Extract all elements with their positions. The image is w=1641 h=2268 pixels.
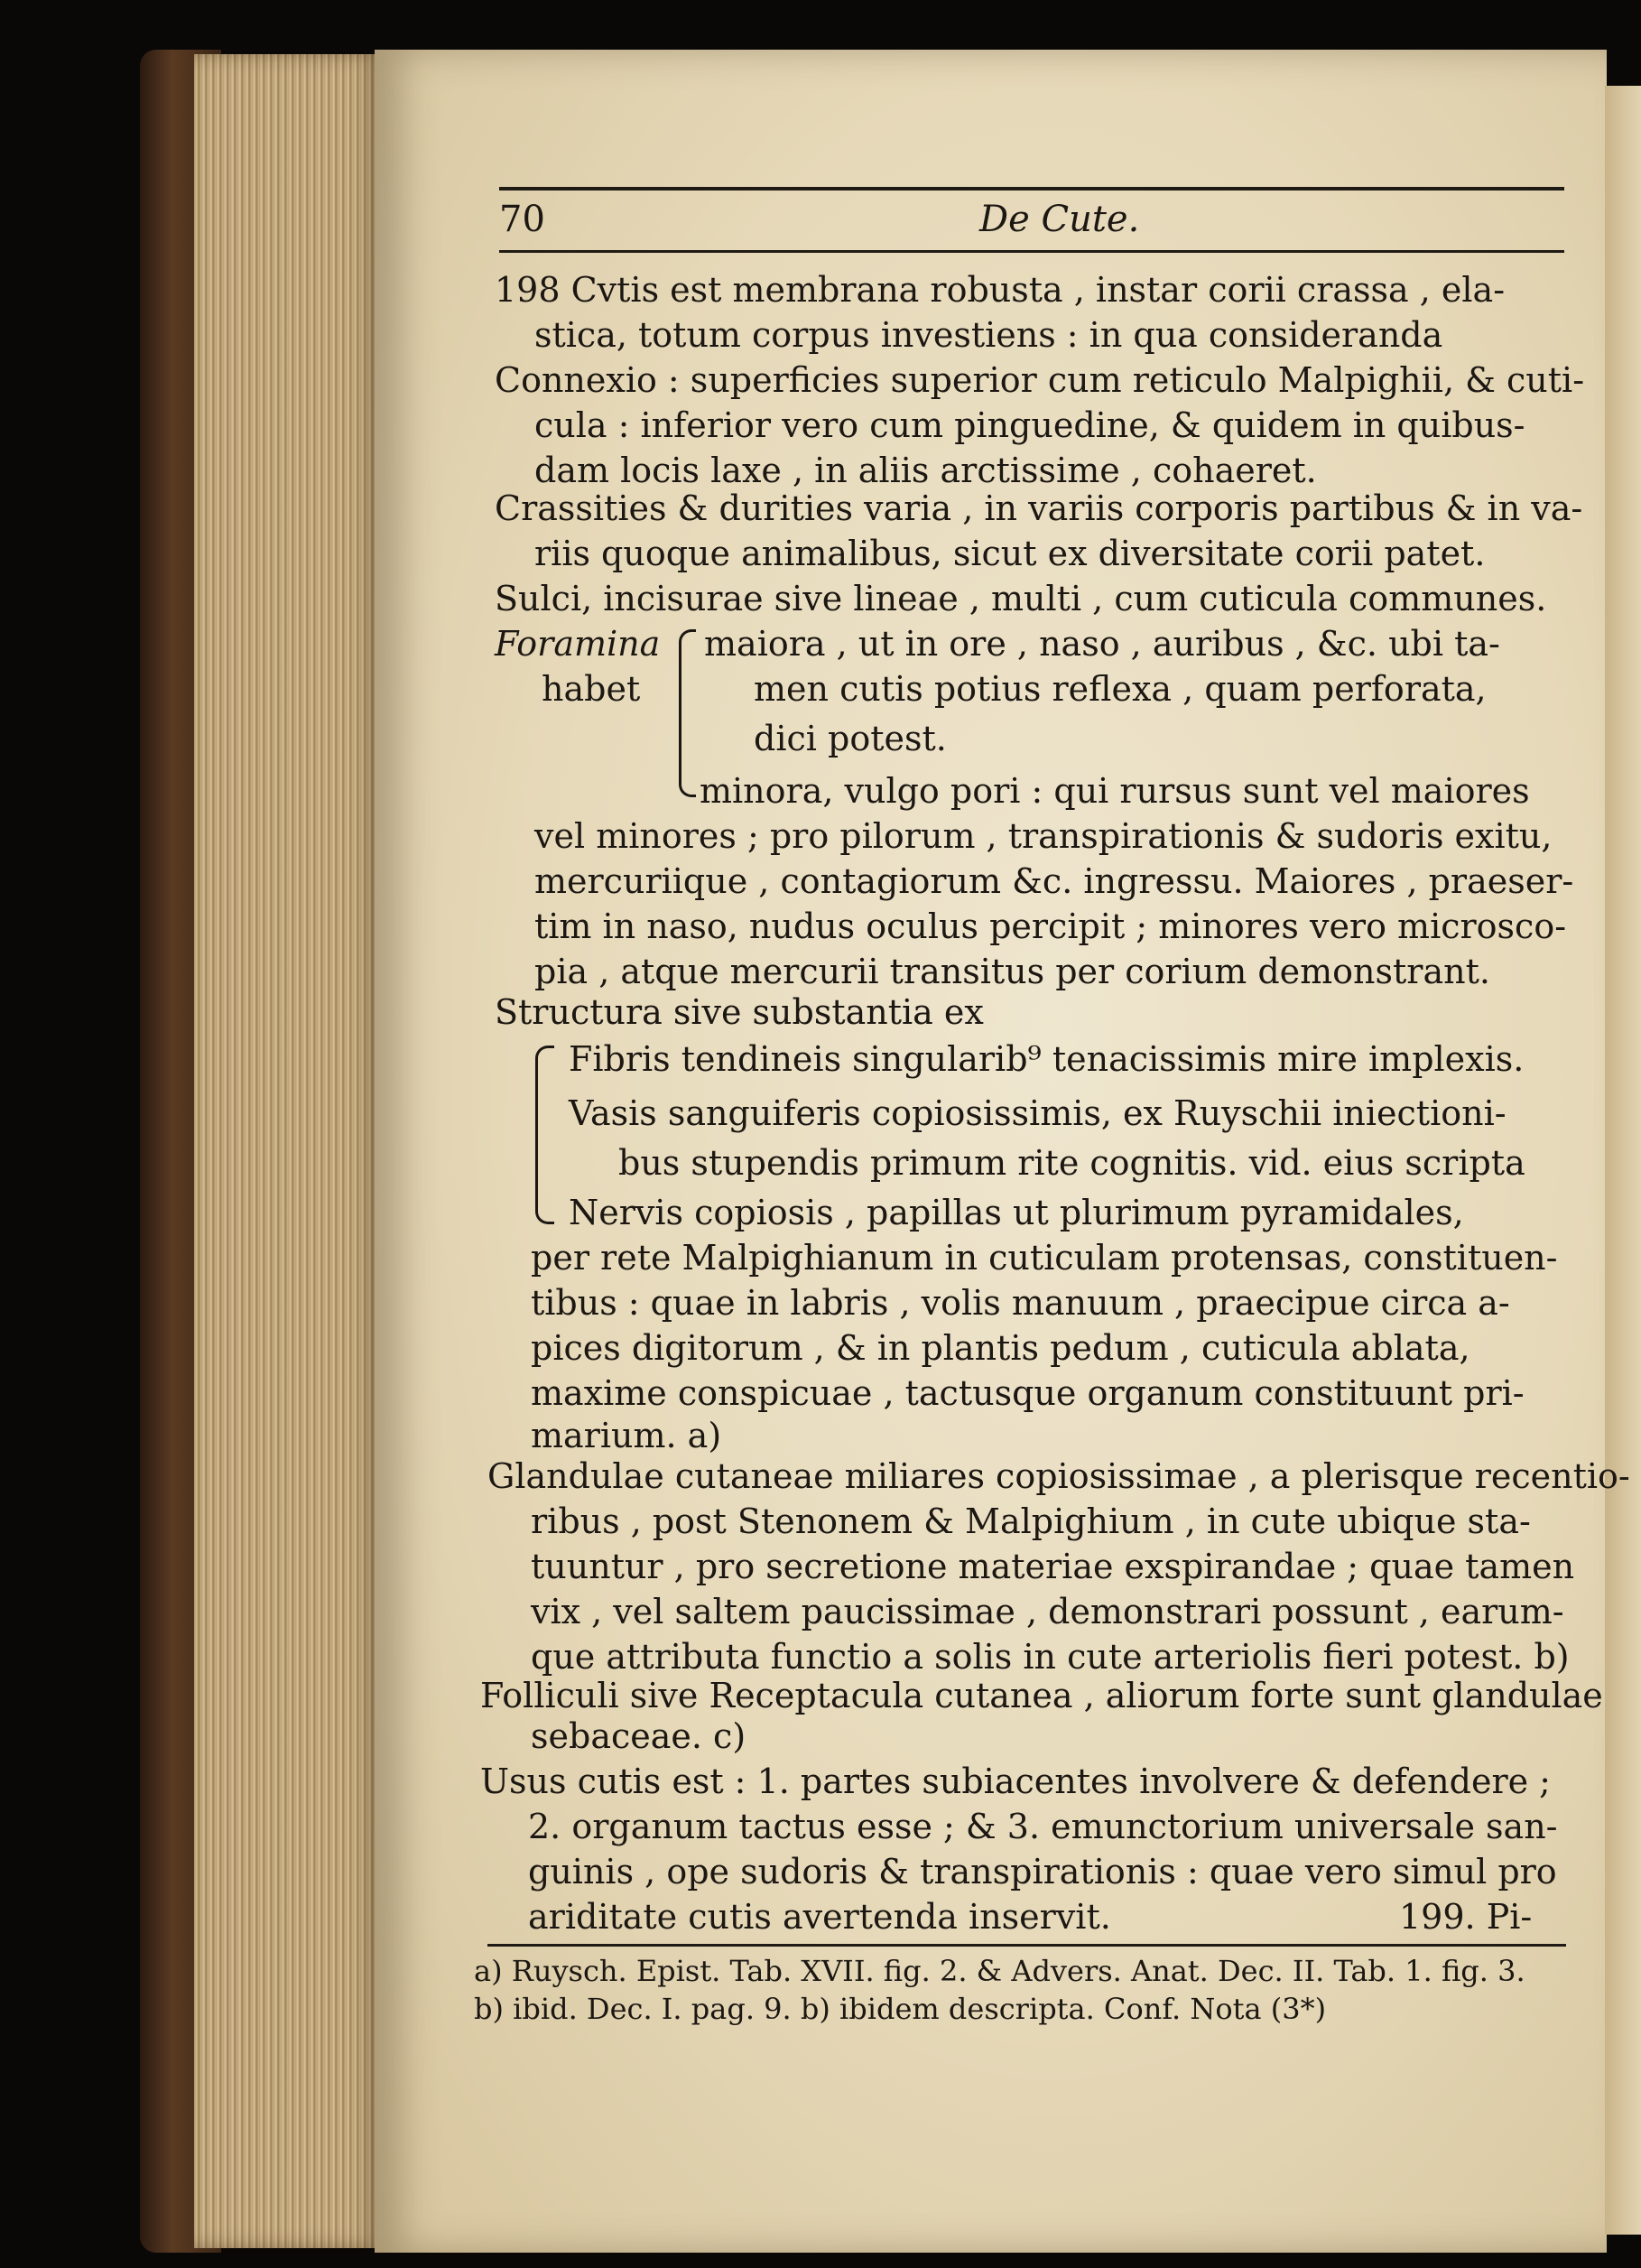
text-line: Structura sive substantia ex bbox=[495, 992, 984, 1032]
text-line: cula : inferior vero cum pinguedine, & quidem in quibus- bbox=[534, 405, 1525, 445]
text-line: pia , atque mercurii transitus per corium demonstrant. bbox=[534, 952, 1490, 991]
text-line: maxime conspicuae , tactusque organum constituunt pri- bbox=[531, 1373, 1525, 1413]
text-line: men cutis potius reflexa , quam perforata, bbox=[754, 669, 1487, 709]
text-line: dici potest. bbox=[754, 719, 947, 758]
text-line: Usus cutis est : 1. partes subiacentes involvere & defendere ; bbox=[480, 1761, 1551, 1801]
text-line: stica, totum corpus investiens : in qua consideranda bbox=[534, 315, 1443, 355]
text-line: Vasis sanguiferis copiosissimis, ex Ruyschii iniectioni- bbox=[569, 1093, 1507, 1133]
brace-structura bbox=[535, 1046, 554, 1224]
text-line: tibus : quae in labris , volis manuum , praecipue circa a- bbox=[531, 1283, 1510, 1323]
text-line: 2. organum tactus esse ; & 3. emunctorium universale san- bbox=[528, 1807, 1558, 1846]
text-line: pices digitorum , & in plantis pedum , cuticula ablata, bbox=[531, 1328, 1470, 1368]
text-line: riis quoque animalibus, sicut ex diversitate corii patet. bbox=[534, 534, 1486, 573]
footnote: b) ibid. Dec. I. pag. 9. b) ibidem descripta. Conf. Nota (3*) bbox=[474, 1992, 1327, 2026]
text-line: Foramina bbox=[495, 624, 661, 664]
text-line: minora, vulgo pori : qui rursus sunt vel maiores bbox=[700, 771, 1530, 811]
text-line: Folliculi sive Receptacula cutanea , aliorum forte sunt glandulae bbox=[480, 1676, 1603, 1715]
text-line: sebaceae. c) bbox=[531, 1716, 746, 1756]
text-line: ribus , post Stenonem & Malpighium , in cute ubique sta- bbox=[531, 1501, 1531, 1541]
running-title: De Cute. bbox=[979, 199, 1140, 240]
text-line: Connexio : superficies superior cum reticulo Malpighii, & cuti- bbox=[495, 360, 1585, 400]
text-line: marium. a) bbox=[531, 1416, 722, 1455]
text-line: bus stupendis primum rite cognitis. vid. eius scripta bbox=[618, 1143, 1525, 1183]
text-line: Fibris tendineis singularib⁹ tenacissimis mire implexis. bbox=[569, 1039, 1525, 1079]
text-line: guinis , ope sudoris & transpirationis : quae vero simul pro bbox=[528, 1852, 1557, 1892]
brace-foramina bbox=[679, 629, 696, 797]
text-line: Sulci, incisurae sive lineae , multi , cum cuticula communes. bbox=[495, 579, 1547, 618]
text-line: habet bbox=[542, 669, 641, 709]
text-line: per rete Malpighianum in cuticulam protensas, constituen- bbox=[531, 1238, 1558, 1278]
page-number: 70 bbox=[499, 199, 545, 240]
header-rule-bottom bbox=[499, 250, 1564, 253]
text-line: 198 Cvtis est membrana robusta , instar corii crassa , ela- bbox=[495, 270, 1506, 310]
footnote-rule bbox=[487, 1944, 1566, 1947]
text-line: que attributa functio a solis in cute arteriolis fieri potest. b) bbox=[531, 1637, 1570, 1677]
text-line: Crassities & durities varia , in variis corporis partibus & in va- bbox=[495, 488, 1583, 528]
text-line: tuuntur , pro secretione materiae exspirandae ; quae tamen bbox=[531, 1547, 1575, 1586]
text-line: maiora , ut in ore , naso , auribus , &c. ubi ta- bbox=[704, 624, 1500, 664]
page-stack-edge bbox=[194, 54, 379, 2248]
text-line: tim in naso, nudus oculus percipit ; minores vero microsco- bbox=[534, 906, 1567, 946]
text-line: vix , vel saltem paucissimae , demonstrari possunt , earum- bbox=[531, 1592, 1564, 1631]
text-line: ariditate cutis avertenda inservit. bbox=[528, 1897, 1111, 1937]
header-rule-top bbox=[499, 187, 1564, 191]
footnote: a) Ruysch. Epist. Tab. XVII. fig. 2. & Advers. Anat. Dec. II. Tab. 1. fig. 3. bbox=[474, 1954, 1525, 1988]
text-line: Nervis copiosis , papillas ut plurimum pyramidales, bbox=[569, 1193, 1464, 1232]
facing-page-edge bbox=[1605, 86, 1641, 2235]
text-line: dam locis laxe , in aliis arctissime , cohaeret. bbox=[534, 451, 1317, 490]
text-line: vel minores ; pro pilorum , transpirationis & sudoris exitu, bbox=[534, 816, 1553, 856]
catchword: 199. Pi- bbox=[1399, 1897, 1533, 1937]
text-line: mercuriique , contagiorum &c. ingressu. Maiores , praeser- bbox=[534, 861, 1574, 901]
text-line: Glandulae cutaneae miliares copiosissimae , a plerisque recentio- bbox=[487, 1456, 1630, 1496]
